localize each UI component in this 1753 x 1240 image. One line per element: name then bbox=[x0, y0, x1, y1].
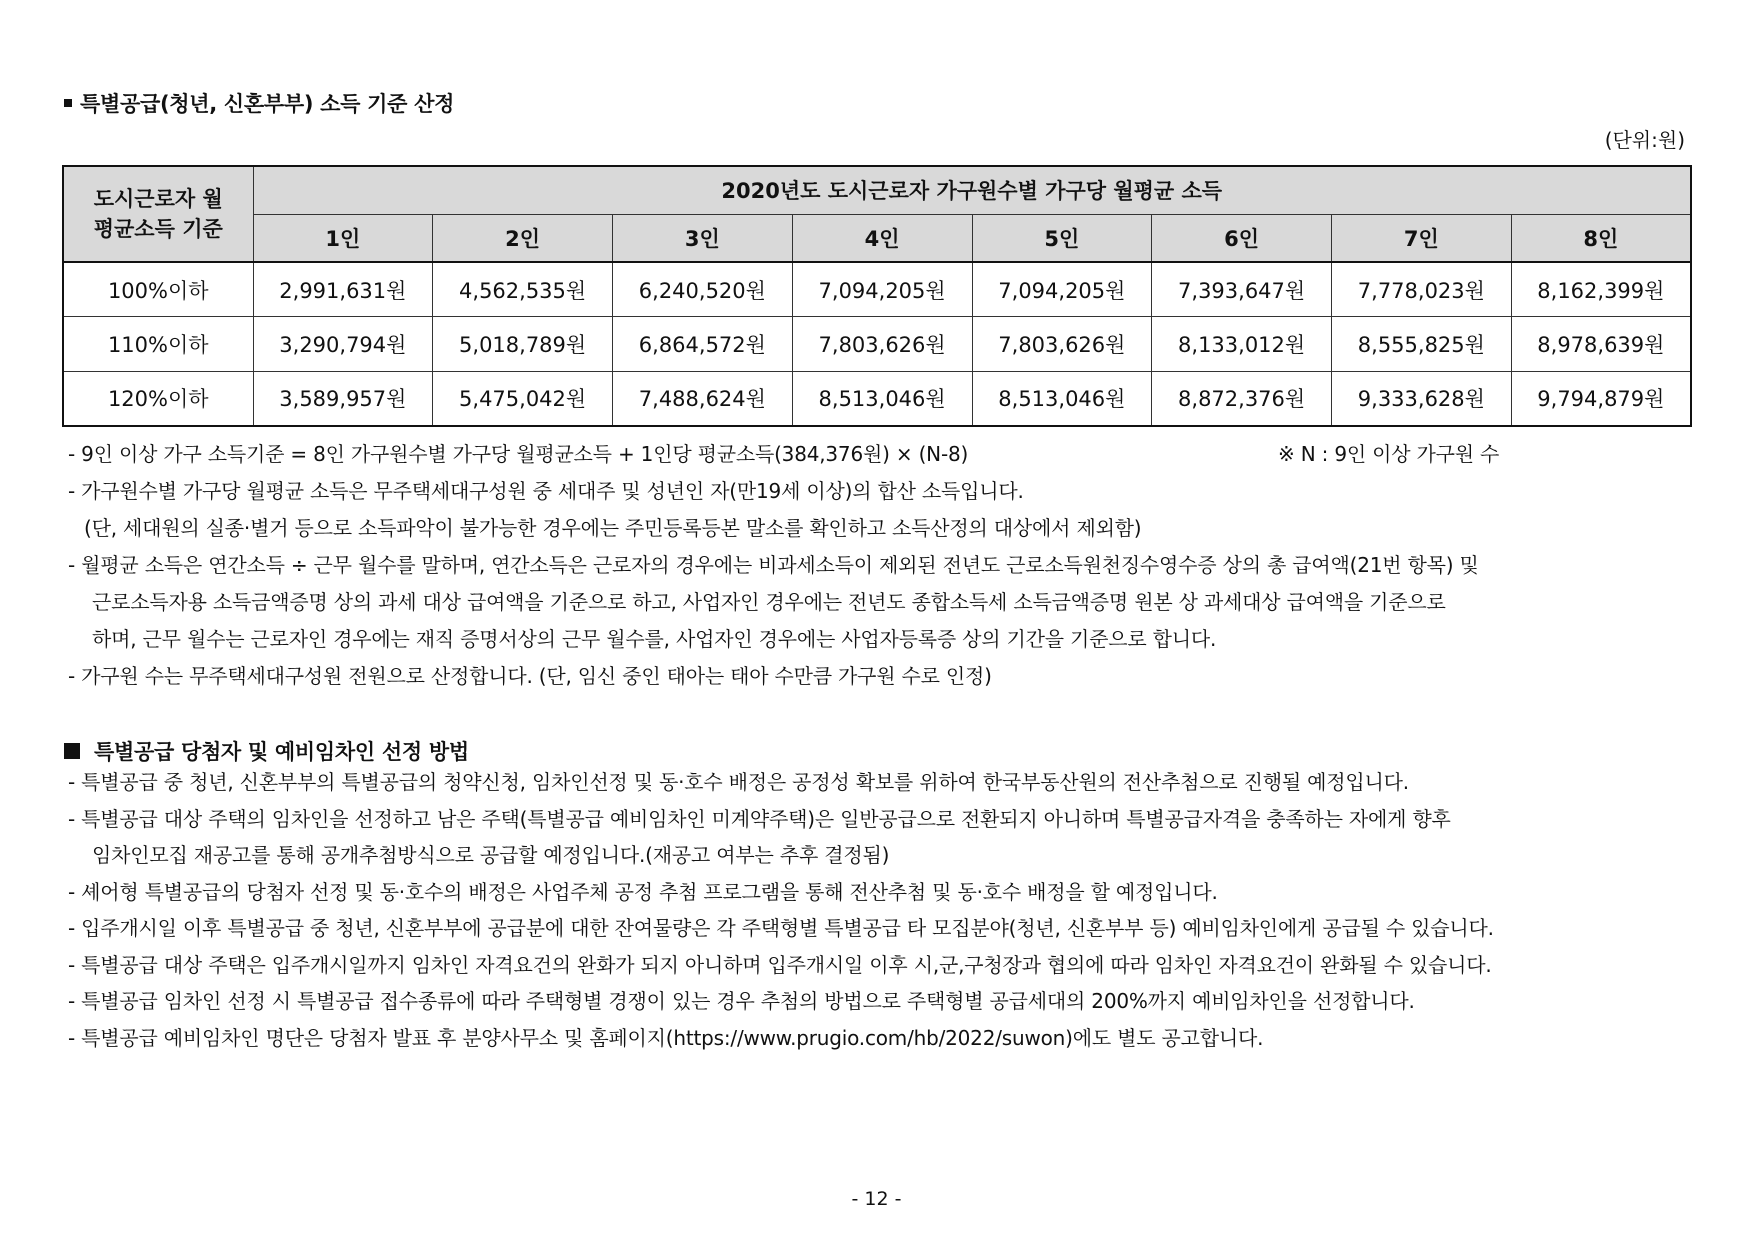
selection-notes bbox=[68, 764, 1708, 1056]
note-line: - 특별공급 대상 주택의 임차인을 선정하고 남은 주택(특별공급 예비임차인 미계약주택)은 일반공급으로 전환되지 아니하며 특별공급자격을 충족하는 자에게 향후 bbox=[68, 806, 1451, 831]
income-cell: 8,978,639원 bbox=[1511, 317, 1691, 372]
note-line: - 특별공급 중 청년, 신혼부부의 특별공급의 청약신청, 임차인선정 및 동·호수 배정은 공정성 확보를 위하여 한국부동산원의 전산추첨으로 진행될 예정입니다. bbox=[68, 770, 1409, 794]
section-title-income-criteria: 특별공급(청년, 신혼부부) 소득 기준 산정 bbox=[64, 88, 454, 118]
income-table bbox=[62, 165, 1692, 427]
table-row bbox=[63, 317, 1691, 372]
column-header: 4인 bbox=[792, 214, 972, 262]
note-line: - 특별공급 대상 주택은 입주개시일까지 임차인 자격요건의 완화가 되지 아니하며 입주개시일 이후 시,군,구청장과 협의에 따라 임차인 자격요건이 완화될 수 있습니다. bbox=[68, 952, 1492, 977]
note-line: - 가구원수별 가구당 월평균 소득은 무주택세대구성원 중 세대주 및 성년인 자(만19세 이상)의 합산 소득입니다. bbox=[68, 479, 1024, 503]
income-cell: 8,513,046원 bbox=[972, 371, 1152, 426]
note-line: 임차인모집 재공고를 통해 공개추첨방식으로 공급할 예정입니다.(재공고 여부는 추후 결정됨) bbox=[92, 843, 890, 867]
income-cell: 5,475,042원 bbox=[433, 371, 613, 426]
income-cell: 8,162,399원 bbox=[1511, 262, 1691, 317]
column-header: 5인 bbox=[972, 214, 1152, 262]
page-number: - 12 - bbox=[851, 1188, 902, 1210]
note-line: - 9인 이상 가구 소득기준 = 8인 가구원수별 가구당 월평균소득 + 1인당 평균소득(384,376원) × (N-8) ※ N : 9인 이상 가구원 수 bbox=[68, 436, 1708, 473]
income-cell: 9,333,628원 bbox=[1332, 371, 1512, 426]
column-header: 3인 bbox=[613, 214, 793, 262]
note-line: 하며, 근무 월수는 근로자인 경우에는 재직 증명서상의 근무 월수를, 사업자인 경우에는 사업자등록증 상의 기간을 기준으로 합니다. bbox=[92, 627, 1217, 651]
income-cell: 6,240,520원 bbox=[613, 262, 793, 317]
row-label: 120%이하 bbox=[63, 371, 253, 426]
note-line: - 월평균 소득은 연간소득 ÷ 근무 월수를 말하며, 연간소득은 근로자의 경우에는 비과세소득이 제외된 전년도 근로소득원천징수영수증 상의 총 급여액(21번 항목) 및 bbox=[68, 553, 1479, 577]
income-cell: 8,133,012원 bbox=[1152, 317, 1332, 372]
table-row bbox=[63, 262, 1691, 317]
income-cell: 7,488,624원 bbox=[613, 371, 793, 426]
note-line: - 가구원 수는 무주택세대구성원 전원으로 산정합니다. (단, 임신 중인 태아는 태아 수만큼 가구원 수로 인정) bbox=[68, 664, 992, 688]
note-n-definition: ※ N : 9인 이상 가구원 수 bbox=[1278, 442, 1500, 466]
column-header: 7인 bbox=[1332, 214, 1512, 262]
income-cell: 7,393,647원 bbox=[1152, 262, 1332, 317]
income-cell: 8,872,376원 bbox=[1152, 371, 1332, 426]
note-line: - 입주개시일 이후 특별공급 중 청년, 신혼부부에 공급분에 대한 잔여물량은 각 주택형별 특별공급 타 모집분야(청년, 신혼부부 등) 예비임차인에게 공급될 수 있습니다. bbox=[68, 916, 1494, 940]
note-line: 근로소득자용 소득금액증명 상의 과세 대상 급여액을 기준으로 하고, 사업자인 경우에는 전년도 종합소득세 소득금액증명 원본 상 과세대상 급여액을 기준으로 bbox=[92, 590, 1446, 614]
row-label: 110%이하 bbox=[63, 317, 253, 372]
income-cell: 7,803,626원 bbox=[792, 317, 972, 372]
note-line: (단, 세대원의 실종·별거 등으로 소득파악이 불가능한 경우에는 주민등록등본 말소를 확인하고 소득산정의 대상에서 제외함) bbox=[84, 516, 1142, 540]
note-line: - 특별공급 임차인 선정 시 특별공급 접수종류에 따라 주택형별 경쟁이 있는 경우 추첨의 방법으로 주택형별 공급세대의 200%까지 예비임차인을 선정합니다. bbox=[68, 989, 1415, 1013]
income-cell: 9,794,879원 bbox=[1511, 371, 1691, 426]
column-header: 2인 bbox=[433, 214, 613, 262]
row-label: 100%이하 bbox=[63, 262, 253, 317]
income-cell: 4,562,535원 bbox=[433, 262, 613, 317]
column-header-row bbox=[63, 214, 1691, 262]
note-line: - 특별공급 예비임차인 명단은 당첨자 발표 후 분양사무소 및 홈페이지(https://www.prugio.com/hb/2022/suwon)에도 별도 공고합니다. bbox=[68, 1025, 1264, 1050]
square-bullet-icon bbox=[64, 99, 72, 107]
income-cell: 5,018,789원 bbox=[433, 317, 613, 372]
income-cell: 7,803,626원 bbox=[972, 317, 1152, 372]
income-cell: 8,513,046원 bbox=[792, 371, 972, 426]
income-notes bbox=[68, 436, 1708, 695]
income-cell: 3,589,957원 bbox=[253, 371, 433, 426]
income-cell: 2,991,631원 bbox=[253, 262, 433, 317]
column-header: 1인 bbox=[253, 214, 433, 262]
square-bullet-icon bbox=[64, 743, 80, 759]
income-cell: 3,290,794원 bbox=[253, 317, 433, 372]
group-header: 2020년도 도시근로자 가구원수별 가구당 월평균 소득 bbox=[253, 166, 1691, 214]
income-cell: 8,555,825원 bbox=[1332, 317, 1512, 372]
section-title-selection-method: 특별공급 당첨자 및 예비임차인 선정 방법 bbox=[64, 736, 469, 766]
table-row bbox=[63, 371, 1691, 426]
note-line: - 셰어형 특별공급의 당첨자 선정 및 동·호수의 배정은 사업주체 공정 추첨 프로그램을 통해 전산추첨 및 동·호수 배정을 할 예정입니다. bbox=[68, 879, 1218, 904]
income-cell: 7,778,023원 bbox=[1332, 262, 1512, 317]
column-header: 6인 bbox=[1152, 214, 1332, 262]
table-body bbox=[63, 262, 1691, 426]
unit-label: (단위:원) bbox=[1604, 128, 1685, 152]
income-cell: 7,094,205원 bbox=[792, 262, 972, 317]
income-cell: 6,864,572원 bbox=[613, 317, 793, 372]
column-header: 8인 bbox=[1511, 214, 1691, 262]
row-header-label: 도시근로자 월평균소득 기준 bbox=[63, 166, 253, 262]
income-cell: 7,094,205원 bbox=[972, 262, 1152, 317]
